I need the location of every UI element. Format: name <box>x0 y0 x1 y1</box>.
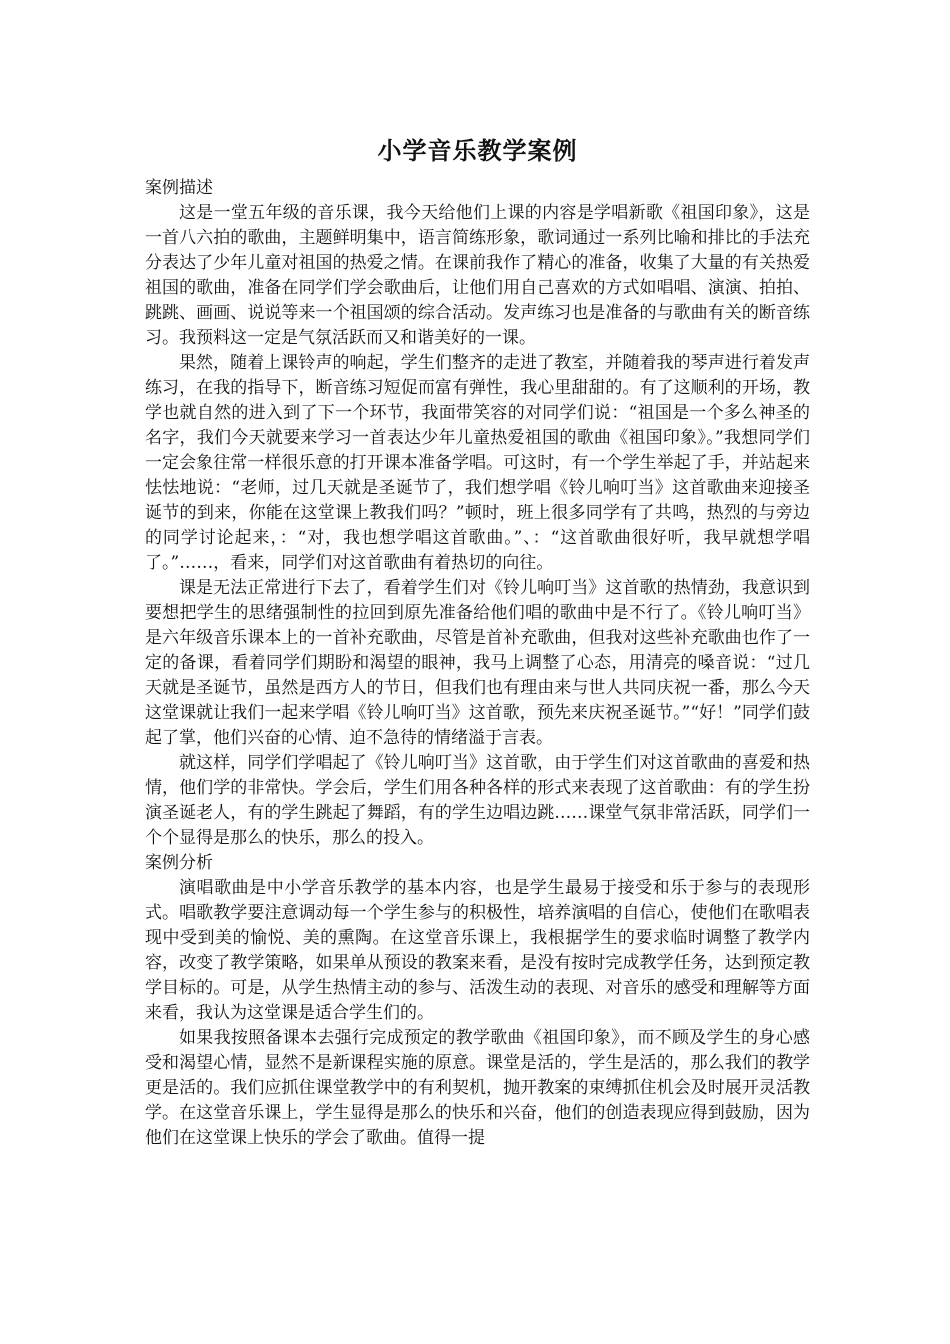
paragraph: 课是无法正常进行下去了，看着学生们对《铃儿响叮当》这首歌的热情劲，我意识到要想把学生的思绪强制性的拉回到原先准备给他们唱的歌曲中是不行了。《铃儿响叮当》是六年级音乐课本上的一首补充歌曲，尽管是首补充歌曲，但我对这些补充歌曲也作了一定的备课，看着同学们期盼和渴望的眼神，我马上调整了心态，用清亮的嗓音说：“过几天就是圣诞节，虽然是西方人的节日，但我们也有理由来与世人共同庆祝一番，那么今天这堂课就让我们一起来学唱《铃儿响叮当》这首歌，预先来庆祝圣诞节。”“好！”同学们鼓起了掌，他们兴奋的心情、迫不急待的情绪溢于言表。 <box>145 578 810 748</box>
paragraph: 如果我按照备课本去强行完成预定的教学歌曲《祖国印象》，而不顾及学生的身心感受和渴望心情，显然不是新课程实施的原意。课堂是活的，学生是活的，那么我们的教学更是活的。我们应抓住课堂教学中的有利契机，抛开教案的束缚抓住机会及时展开灵活教学。在这堂音乐课上，学生显得是那么的快乐和兴奋，他们的创造表现应得到鼓励，因为他们在这堂课上快乐的学会了歌曲。值得一提 <box>145 1028 810 1148</box>
section-heading-analysis: 案例分析 <box>145 853 213 873</box>
paragraph: 果然，随着上课铃声的响起，学生们整齐的走进了教室，并随着我的琴声进行着发声练习，在我的指导下，断音练习短促而富有弹性，我心里甜甜的。有了这顺利的开场，教学也就自然的进入到了下一个环节，我面带笑容的对同学们说：“祖国是一个多么神圣的名字，我们今天就要来学习一首表达少年儿童热爱祖国的歌曲《祖国印象》。”我想同学们一定会象往常一样很乐意的打开课本准备学唱。可这时，有一个学生举起了手，并站起来怯怯地说：“老师，过几天就是圣诞节了，我们想学唱《铃儿响叮当》这首歌曲来迎接圣诞节的到来，你能在这堂课上教我们吗？”顿时，班上很多同学有了共鸣，热烈的与旁边的同学讨论起来，：“对，我也想学唱这首歌曲。”、：“这首歌曲很好听，我早就想学唱了。”……，看来，同学们对这首歌曲有着热切的向往。 <box>145 353 810 573</box>
paragraph: 这是一堂五年级的音乐课，我今天给他们上课的内容是学唱新歌《祖国印象》，这是一首八六拍的歌曲，主题鲜明集中，语言简练形象，歌词通过一系列比喻和排比的手法充分表达了少年儿童对祖国的热爱之情。在课前我作了精心的准备，收集了大量的有关热爱祖国的歌曲，准备在同学们学会歌曲后，让他们用自己喜欢的方式如唱唱、演演、拍拍、跳跳、画画、说说等来一个祖国颂的综合活动。发声练习也是准备的与歌曲有关的断音练习。我预料这一定是气氛活跃而又和谐美好的一课。 <box>145 203 810 348</box>
paragraph: 就这样，同学们学唱起了《铃儿响叮当》这首歌，由于学生们对这首歌曲的喜爱和热情，他们学的非常快。学会后，学生们用各种各样的形式来表现了这首歌曲：有的学生扮演圣诞老人，有的学生跳起了舞蹈，有的学生边唱边跳……课堂气氛非常活跃，同学们一个个显得是那么的快乐，那么的投入。 <box>145 753 810 848</box>
document-title: 小学音乐教学案例 <box>377 136 578 165</box>
section-heading-description: 案例描述 <box>145 178 213 198</box>
paragraph: 演唱歌曲是中小学音乐教学的基本内容，也是学生最易于接受和乐于参与的表现形式。唱歌教学要注意调动每一个学生参与的积极性，培养演唱的自信心，使他们在歌唱表现中受到美的愉悦、美的熏陶。在这堂音乐课上，我根据学生的要求临时调整了教学内容，改变了教学策略，如果单从预设的教案来看，是没有按时完成教学任务，达到预定教学目标的。可是，从学生热情主动的参与、活泼生动的表现、对音乐的感受和理解等方面来看，我认为这堂课是适合学生们的。 <box>145 878 810 1023</box>
document-page <box>145 134 810 1151</box>
